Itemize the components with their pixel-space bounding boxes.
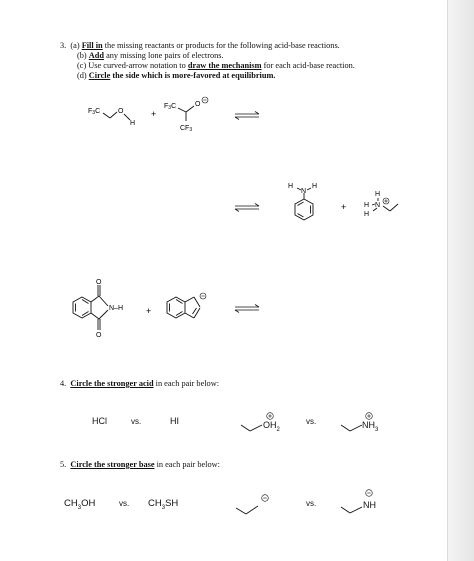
o-label-phth-2: O <box>96 332 102 339</box>
h-label-amm-1: H <box>375 191 381 198</box>
plus-r3: + <box>146 306 152 316</box>
ch3oh-label: $CH_3OH$ <box>64 498 96 511</box>
vs-label-q4-right: vs. <box>306 417 317 426</box>
q4-heading: 4. Circle the stronger acid in each pair below: <box>60 379 220 388</box>
f3c-label-2: F3C <box>164 103 177 111</box>
vs-label-q4-left: vs. <box>131 417 142 426</box>
plus-r1: + <box>151 109 157 119</box>
f3c-label-1: F3C <box>88 108 101 116</box>
cf3-label: CF3 <box>180 125 193 133</box>
q3-line-a: 3. (a) Fill in the missing reactants or products for the following acid-base reactions. <box>60 41 340 50</box>
q5-heading: 5. Circle the stronger base in each pair below: <box>60 460 220 469</box>
hi-label: HI <box>170 416 179 426</box>
equilibrium-arrow-2 <box>235 204 259 212</box>
o-label-phth-1: O <box>96 279 102 286</box>
h-label-amm-3: H <box>364 211 370 218</box>
hexafluoro-alkoxide <box>178 106 194 121</box>
phthalimide <box>73 285 108 330</box>
amide-anion-chain <box>341 507 362 513</box>
equilibrium-arrow-3 <box>235 305 259 313</box>
h-label-aniline-1: H <box>288 183 294 190</box>
vs-label-q5-right: vs. <box>306 499 317 508</box>
ammonium-chain <box>341 425 362 431</box>
vs-label-q5-left: vs. <box>119 499 130 508</box>
nh-anion-label: NH <box>363 500 376 510</box>
nh3-label: $NH_3$ <box>362 420 379 433</box>
ch3sh-label: $CH_3SH$ <box>148 498 179 511</box>
n-label-aniline: N <box>301 188 307 195</box>
h-label-aniline-2: H <box>312 183 318 190</box>
q3-line-c: (c) Use curved-arrow notation to draw the mechanism for each acid-base reaction. <box>77 61 355 70</box>
oh2-label: $OH_2$ <box>263 420 280 433</box>
nh-label-phth: N–H <box>109 305 124 312</box>
q3-line-b: (b) Add any missing lone pairs of electrons. <box>77 51 224 60</box>
h-label-amm-2: H <box>364 202 370 209</box>
oxonium-chain <box>241 425 262 431</box>
o-label-2: O <box>195 101 201 108</box>
indenide <box>167 297 200 318</box>
q3-line-d: (d) Circle the side which is more-favored at equilibrium. <box>77 71 276 80</box>
plus-r2: + <box>341 202 347 212</box>
trifluoroethanol <box>103 112 130 120</box>
o-label-1: O <box>118 108 124 115</box>
hcl-label: HCl <box>92 416 107 426</box>
n-label-amm: N <box>375 202 381 209</box>
h-label-1: H <box>130 120 136 127</box>
propyl-anion <box>236 506 258 514</box>
equilibrium-arrow-1 <box>235 112 259 120</box>
